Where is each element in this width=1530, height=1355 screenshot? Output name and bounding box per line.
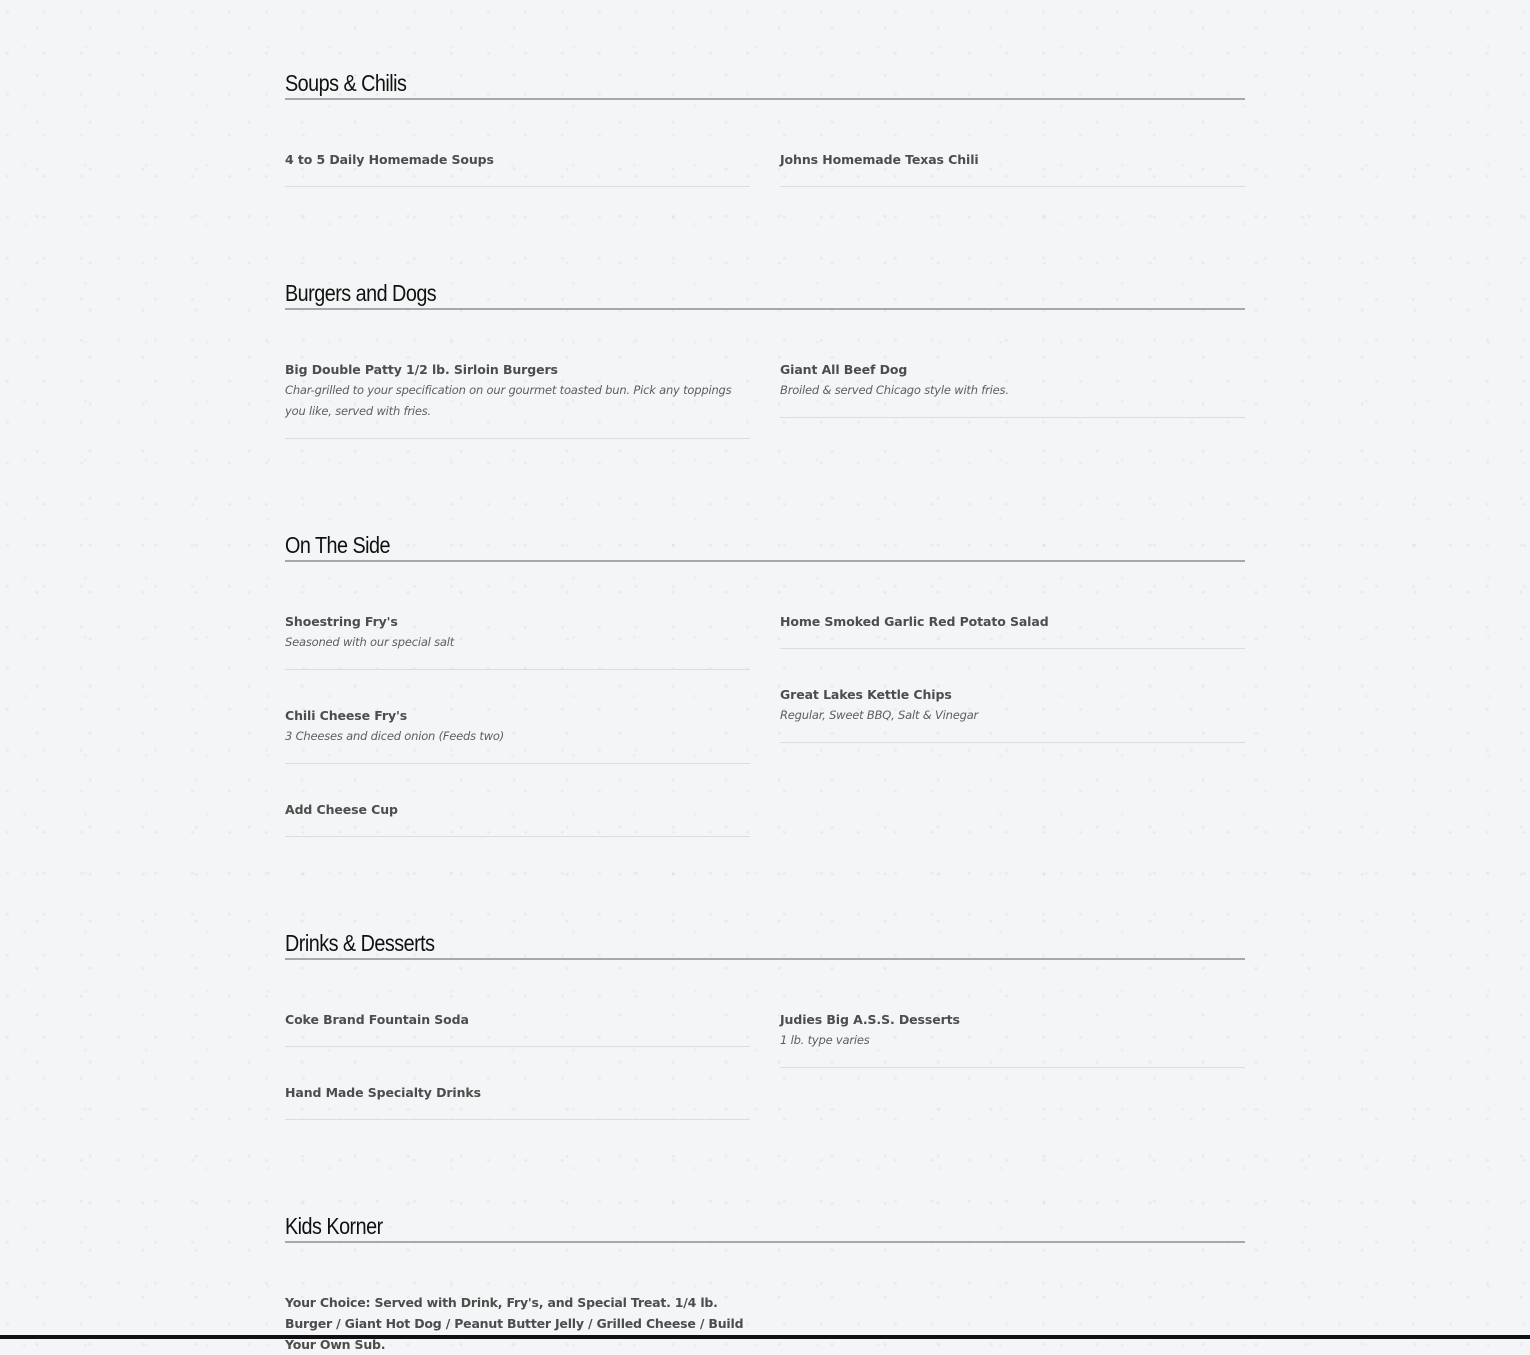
menu-item-name: Home Smoked Garlic Red Potato Salad	[780, 614, 1049, 629]
menu-item-name: Big Double Patty 1/2 lb. Sirloin Burgers	[285, 362, 558, 377]
menu-item-description: 1 lb. type varies	[780, 1033, 870, 1047]
menu-item-name: Judies Big A.S.S. Desserts	[780, 1012, 960, 1027]
menu-item-name: Great Lakes Kettle Chips	[780, 687, 952, 702]
section-divider	[285, 958, 1245, 960]
section-burgers-dogs	[285, 279, 1245, 418]
menu-item	[285, 359, 750, 439]
section-title: On The Side	[285, 532, 391, 558]
menu-item-name: Add Cheese Cup	[285, 802, 398, 817]
section-divider	[285, 560, 1245, 562]
menu-item-name: Hand Made Specialty Drinks	[285, 1085, 481, 1100]
section-title: Soups & Chilis	[285, 70, 407, 96]
menu-item-description: Broiled & served Chicago style with fries.	[780, 383, 1009, 397]
section-soups-chilis	[285, 69, 1245, 167]
menu-item-description: Seasoned with our special salt	[285, 635, 455, 649]
section-title: Drinks & Desserts	[285, 930, 435, 956]
menu-item-name: 4 to 5 Daily Homemade Soups	[285, 152, 494, 167]
section-kids-korner	[285, 1212, 1245, 1352]
menu-item-description: Regular, Sweet BBQ, Salt & Vinegar	[780, 708, 979, 722]
menu-item-name: Johns Homemade Texas Chili	[780, 152, 979, 167]
menu-item-description: Char-grilled to your specification on our gourmet toasted bun. Pick any toppings you like, served with fries.	[285, 383, 732, 418]
menu-item-name: Giant All Beef Dog	[780, 362, 908, 377]
menu-item	[780, 684, 1245, 743]
menu-item	[285, 1009, 750, 1047]
section-divider	[285, 1241, 1245, 1243]
section-on-the-side	[285, 531, 1245, 817]
menu-item	[285, 1082, 750, 1120]
menu-item-name: Chili Cheese Fry's	[285, 708, 408, 723]
menu-item-description: 3 Cheeses and diced onion (Feeds two)	[285, 729, 505, 743]
menu-item	[780, 359, 1245, 418]
menu-item	[780, 611, 1245, 649]
menu-item	[780, 1009, 1245, 1068]
menu-item	[285, 611, 750, 670]
menu-item	[780, 149, 1245, 187]
section-title: Burgers and Dogs	[285, 280, 437, 306]
section-divider	[285, 308, 1245, 310]
section-divider	[285, 98, 1245, 100]
menu-item-name: Coke Brand Fountain Soda	[285, 1012, 469, 1027]
section-title: Kids Korner	[285, 1213, 383, 1239]
menu-item	[285, 799, 750, 837]
menu-item	[285, 705, 750, 764]
menu-item	[285, 149, 750, 187]
menu-item-name: Shoestring Fry's	[285, 614, 398, 629]
section-drinks-desserts	[285, 929, 1245, 1100]
kids-menu-text: Your Choice: Served with Drink, Fry's, and Special Treat. 1/4 lb. Burger / Giant Hot Dog / Peanut Butter Jelly / Grilled Cheese / Build Your Own Sub.	[285, 1295, 744, 1352]
